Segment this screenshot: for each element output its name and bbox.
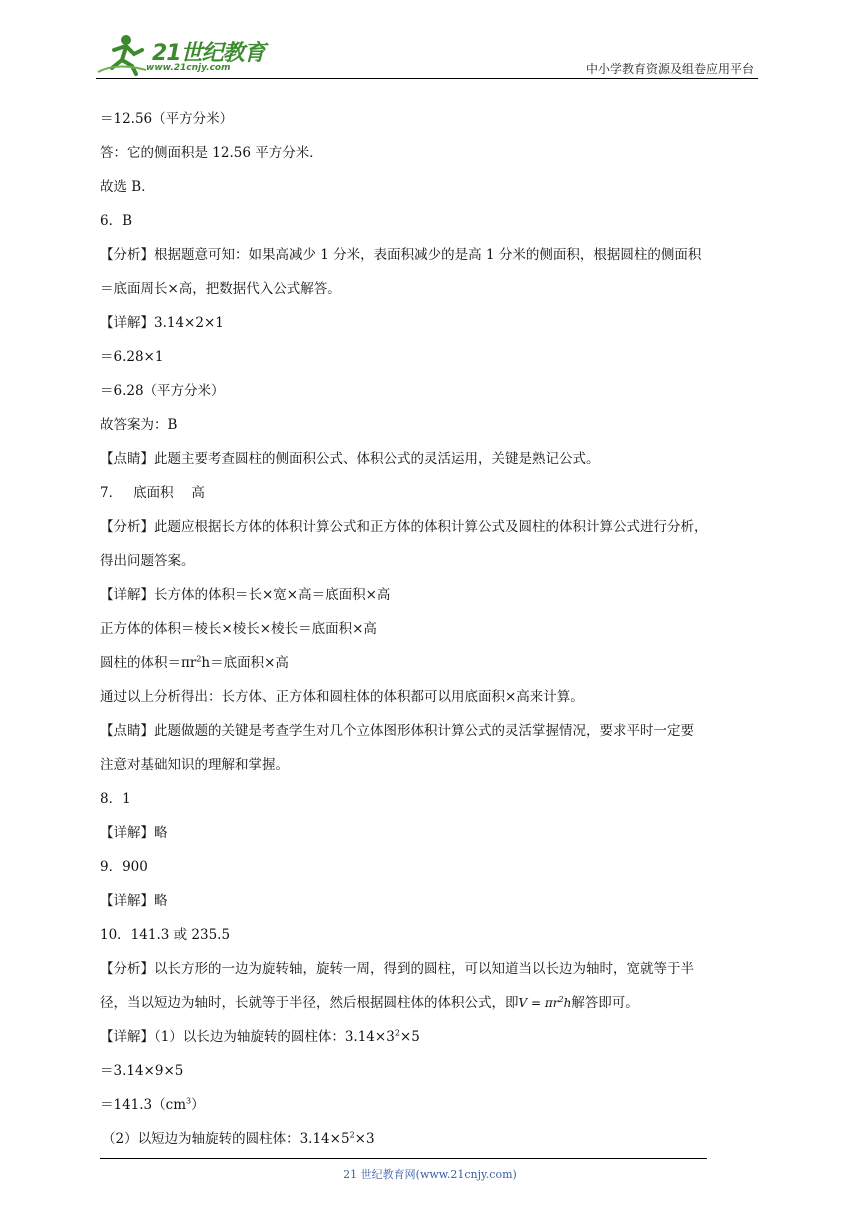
text-segment: 解答即可。 bbox=[571, 995, 639, 1011]
platform-name: 中小学教育资源及组卷应用平台 bbox=[585, 62, 754, 76]
footer-link[interactable]: 21 世纪教育网(www.21cnjy.com) bbox=[343, 1168, 517, 1181]
footer-divider bbox=[100, 1158, 707, 1159]
text-line: 【分析】以长方形的一边为旋转轴，旋转一周，得到的圆柱，可以知道当以长边为轴时，宽就等于半 bbox=[100, 961, 694, 977]
text-segment: ＝141.3（cm bbox=[100, 1097, 187, 1113]
text-line: 【分析】此题应根据长方体的体积计算公式和正方体的体积计算公式及圆柱的体积计算公式进行分析， bbox=[100, 519, 708, 535]
document-body bbox=[100, 102, 770, 1156]
question-answer: 10．141.3 或 235.5 bbox=[100, 927, 231, 943]
text-line: 注意对基础知识的理解和掌握。 bbox=[100, 757, 289, 773]
text-line: 【点睛】此题做题的关键是考查学生对几个立体图形体积计算公式的灵活掌握情况，要求平时一定要 bbox=[100, 723, 694, 739]
question-answer: 9．900 bbox=[100, 859, 148, 875]
logo bbox=[96, 30, 266, 76]
logo-url: www.21cnjy.com bbox=[146, 63, 231, 73]
text-line: ＝底面周长×高，把数据代入公式解答。 bbox=[100, 281, 341, 297]
superscript: 3 bbox=[186, 1096, 192, 1106]
result-line bbox=[100, 1088, 770, 1122]
text-segment: ） bbox=[191, 1097, 205, 1113]
text-line: 得出问题答案。 bbox=[100, 553, 195, 569]
question-answer: 7． 底面积 高 bbox=[100, 485, 205, 501]
text-segment: ×3 bbox=[354, 1131, 375, 1147]
text-line: 【分析】根据题意可知：如果高减少 1 分米，表面积减少的是高 1 分米的侧面积，根据圆柱的侧面积 bbox=[100, 247, 702, 263]
text-line: 【详解】略 bbox=[100, 893, 168, 909]
header-divider bbox=[96, 78, 758, 79]
text-segment: h＝底面积×高 bbox=[201, 655, 289, 671]
question-answer: 6．B bbox=[100, 213, 133, 229]
question-answer: 8．1 bbox=[100, 791, 131, 807]
text-line: 【详解】3.14×2×1 bbox=[100, 315, 224, 331]
text-line: ＝3.14×9×5 bbox=[100, 1063, 184, 1079]
text-line: 【详解】长方体的体积＝长×宽×高＝底面积×高 bbox=[100, 587, 391, 603]
page-header bbox=[96, 30, 758, 78]
text-line: 故答案为：B bbox=[100, 417, 178, 433]
superscript: 2 bbox=[349, 1130, 355, 1140]
text-line: ＝6.28（平方分米） bbox=[100, 383, 225, 399]
text-line: 正方体的体积＝棱长×棱长×棱长＝底面积×高 bbox=[100, 621, 377, 637]
analysis-formula-line bbox=[100, 986, 770, 1020]
text-segment: 径，当以短边为轴时，长就等于半径，然后根据圆柱体的体积公式，即 bbox=[100, 995, 519, 1011]
text-line: 答：它的侧面积是 12.56 平方分米． bbox=[100, 145, 323, 161]
volume-formula bbox=[519, 996, 572, 1010]
text-segment: 【详解】（1）以长边为轴旋转的圆柱体：3.14×3 bbox=[100, 1029, 395, 1045]
text-line: 【详解】略 bbox=[100, 825, 168, 841]
text-line: ＝12.56（平方分米） bbox=[100, 111, 234, 127]
text-line: ＝6.28×1 bbox=[100, 349, 164, 365]
text-line: 通过以上分析得出：长方体、正方体和圆柱体的体积都可以用底面积×高来计算。 bbox=[100, 689, 584, 705]
text-segment: ×5 bbox=[399, 1029, 420, 1045]
detail-line-2 bbox=[102, 1122, 770, 1156]
text-segment: 圆柱的体积＝πr bbox=[100, 655, 197, 671]
text-line: 【点睛】此题主要考查圆柱的侧面积公式、体积公式的灵活运用，关键是熟记公式。 bbox=[100, 451, 600, 467]
text-line: 故选 B． bbox=[100, 179, 155, 195]
superscript: 2 bbox=[196, 654, 202, 664]
runner-logo-icon bbox=[96, 32, 152, 76]
formula-text: V = πr bbox=[518, 996, 559, 1010]
formula-text: h bbox=[563, 996, 572, 1010]
cylinder-volume-line bbox=[100, 646, 770, 680]
logo-text: 21世纪教育 bbox=[152, 41, 265, 66]
superscript: 2 bbox=[394, 1028, 400, 1038]
superscript: 2 bbox=[558, 995, 564, 1004]
detail-line-1 bbox=[100, 1020, 770, 1054]
text-segment: （2）以短边为轴旋转的圆柱体：3.14×5 bbox=[102, 1131, 350, 1147]
